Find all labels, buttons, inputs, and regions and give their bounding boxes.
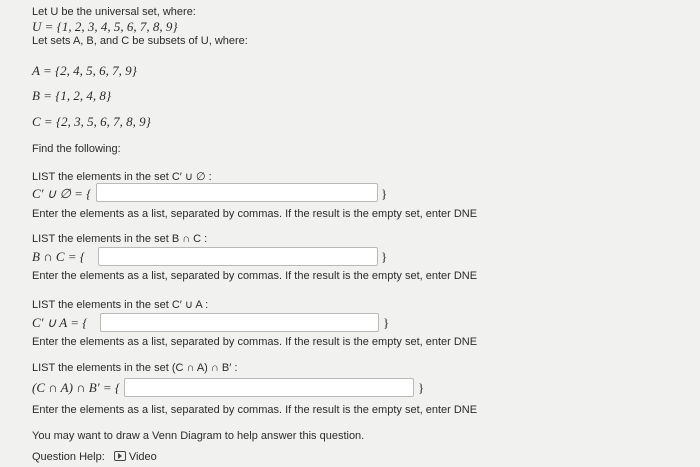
question-3-hint: Enter the elements as a list, separated by commas. If the result is the empty set, enter DNE	[32, 336, 478, 348]
question-1-answer-label: C′ ∪ ∅ = {	[32, 186, 92, 201]
question-help-label: Question Help:	[32, 451, 105, 463]
video-icon	[114, 451, 126, 461]
question-4-answer-input[interactable]	[124, 378, 414, 397]
question-1-prompt: LIST the elements in the set C′ ∪ ∅ :	[32, 171, 212, 183]
set-c: C = {2, 3, 5, 6, 7, 8, 9}	[32, 114, 151, 129]
venn-note: You may want to draw a Venn Diagram to help answer this question.	[32, 430, 365, 442]
question-4-answer-label: (C ∩ A) ∩ B′ = {	[32, 380, 121, 395]
question-3-close-brace: }	[383, 315, 390, 330]
question-help	[32, 451, 157, 463]
video-link[interactable]	[114, 451, 157, 463]
video-link-label: Video	[128, 451, 157, 463]
intro-line-1: Let U be the universal set, where:	[32, 6, 196, 18]
question-4-hint: Enter the elements as a list, separated by commas. If the result is the empty set, enter DNE	[32, 404, 478, 416]
set-a: A = {2, 4, 5, 6, 7, 9}	[32, 63, 137, 78]
question-3-prompt: LIST the elements in the set C′ ∪ A :	[32, 299, 209, 311]
universal-set: U = {1, 2, 3, 4, 5, 6, 7, 8, 9}	[32, 19, 178, 34]
find-label: Find the following:	[32, 143, 121, 155]
question-2-answer-label: B ∩ C = {	[32, 249, 85, 264]
question-4-close-brace: }	[418, 380, 425, 395]
intro-line-3: Let sets A, B, and C be subsets of U, where:	[32, 35, 248, 47]
question-2-answer-input[interactable]	[98, 247, 378, 266]
question-2-prompt: LIST the elements in the set B ∩ C :	[32, 233, 208, 245]
question-3-answer-input[interactable]	[100, 313, 379, 332]
set-b: B = {1, 2, 4, 8}	[32, 88, 112, 103]
question-2-hint: Enter the elements as a list, separated by commas. If the result is the empty set, enter DNE	[32, 270, 478, 282]
question-2-close-brace: }	[381, 249, 388, 264]
question-1-close-brace: }	[381, 186, 388, 201]
question-1-answer-input[interactable]	[96, 183, 378, 202]
question-4-prompt: LIST the elements in the set (C ∩ A) ∩ B′ :	[32, 362, 238, 374]
question-3-answer-label: C′ ∪ A = {	[32, 315, 88, 330]
question-1-hint: Enter the elements as a list, separated by commas. If the result is the empty set, enter DNE	[32, 208, 478, 220]
